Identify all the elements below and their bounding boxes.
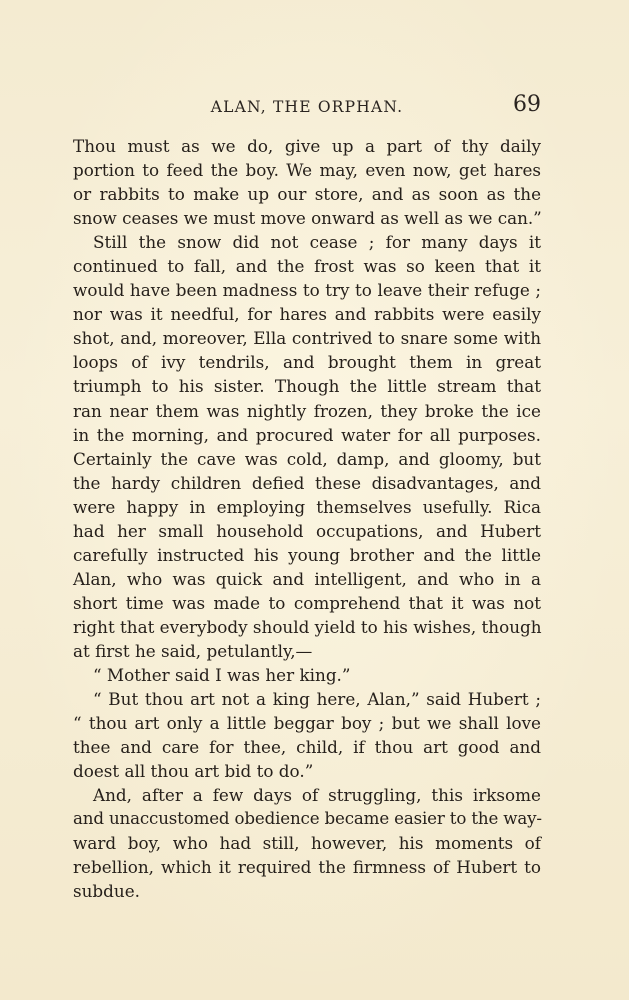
text-line: Alan, who was quick and intelligent, and who in a (73, 568, 541, 589)
text-line: continued to fall, and the frost was so keen that it (73, 256, 541, 277)
text-line: triumph to his sister. Though the little stream that (73, 376, 541, 397)
text-line: at first he said, petulantly,— (73, 640, 313, 661)
text-line: and unaccustomed obedience became easier to the way- (73, 809, 542, 829)
text-line: ward boy, who had still, however, his moments of (73, 833, 541, 854)
text-line: portion to feed the boy. We may, even now, get hares (73, 160, 541, 181)
body-text (73, 134, 541, 904)
text-line: Thou must as we do, give up a part of thy daily (73, 136, 541, 156)
text-line: “ But thou art not a king here, Alan,” said Hubert ; (93, 689, 541, 710)
text-line: were happy in employing themselves usefully. Rica (73, 496, 541, 517)
text-line: or rabbits to make up our store, and as soon as the (73, 184, 541, 205)
text-line: short time was made to comprehend that it was not (73, 592, 541, 613)
text-line: Certainly the cave was cold, damp, and gloomy, but (73, 448, 541, 469)
text-line: nor was it needful, for hares and rabbits were easily (73, 304, 541, 325)
running-head-title: ALAN, THE ORPHAN. (210, 98, 404, 116)
text-line: Still the snow did not cease ; for many days it (93, 232, 541, 253)
text-line: “ Mother said I was her king.” (93, 665, 351, 686)
text-line: snow ceases we must move onward as well as we can.” (73, 208, 542, 229)
text-line: carefully instructed his young brother and the little (73, 544, 541, 565)
text-line: had her small household occupations, and Hubert (73, 520, 541, 541)
text-line: in the morning, and procured water for all purposes. (73, 424, 541, 445)
text-line: shot, and, moreover, Ella contrived to snare some with (73, 328, 541, 349)
text-line: subdue. (73, 881, 140, 902)
text-line: doest all thou art bid to do.” (73, 761, 314, 782)
text-line: right that everybody should yield to his wishes, though (73, 616, 542, 637)
text-line: rebellion, which it required the firmness of Hubert to (73, 857, 541, 878)
page-number: 69 (513, 92, 541, 117)
text-line: thee and care for thee, child, if thou art good and (73, 737, 541, 758)
text-line: the hardy children defied these disadvantages, and (73, 472, 541, 493)
text-line: would have been madness to try to leave their refuge ; (73, 280, 541, 301)
text-line: loops of ivy tendrils, and brought them in great (73, 352, 541, 373)
running-head (73, 92, 541, 122)
text-line: And, after a few days of struggling, this irksome (93, 785, 541, 806)
text-line: “ thou art only a little beggar boy ; but we shall love (73, 713, 541, 734)
text-line: ran near them was nightly frozen, they broke the ice (73, 400, 541, 421)
